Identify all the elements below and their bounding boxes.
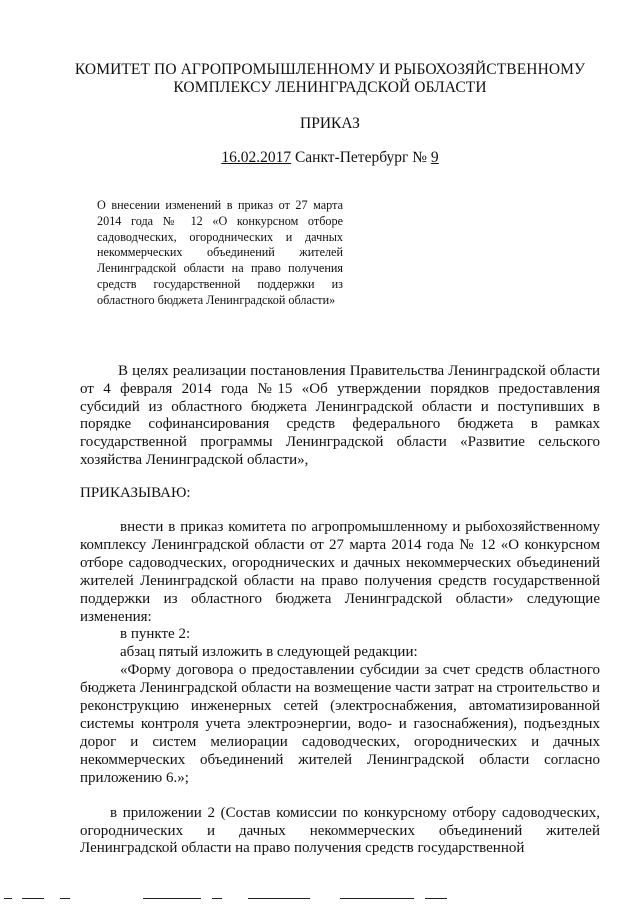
body-paragraph-3: абзац пятый изложить в следующей редакции: xyxy=(120,644,418,661)
scan-mark xyxy=(425,898,447,899)
body-paragraph-4: «Форму договора о предоставлении субсидии за счет средств областного бюджета Ленинградской области на возмещение части затрат на строительство и реконструкцию инженерных сетей (электроснабжения, автоматизированной системы контроля учета электроэнергии, водо- и газоснабжения), подъездных дорог и систем мелиорации садоводческих, огороднических и дачных некоммерческих объединений жителей Ленинградской области согласно приложению 6.»; xyxy=(80,662,600,786)
body-paragraph-1: внести в приказ комитета по агропромышленному и рыбохозяйственному комплексу Ленинградской области от 27 марта 2014 года № 12 «О конкурсном отборе садоводческих, огороднических и дачных некоммерческих объединений жителей Ленинградской области на право получения средств государственной поддержки из областного бюджета Ленинградской области» следующие изменения: xyxy=(80,519,600,625)
order-body xyxy=(80,519,600,858)
header-line-1: КОМИТЕТ ПО АГРОПРОМЫШЛЕННОМУ И РЫБОХОЗЯЙСТВЕННОМУ xyxy=(74,61,586,78)
scan-mark xyxy=(4,898,12,899)
order-number-sign: № xyxy=(412,149,428,166)
scan-mark xyxy=(248,898,310,899)
order-date-line xyxy=(60,149,600,167)
order-date: 16.02.2017 xyxy=(221,149,292,166)
paragraph-gap xyxy=(80,788,600,805)
order-number: 9 xyxy=(430,149,439,166)
scan-mark xyxy=(340,898,414,899)
order-city: Санкт-Петербург xyxy=(294,149,409,166)
scan-edge-marks xyxy=(0,895,640,905)
scan-mark xyxy=(22,898,44,899)
preamble-paragraph: В целях реализации постановления Правительства Ленинградской области от 4 февраля 2014 года №15 «Об утверждении порядков предоставления субсидий из областного бюджета Ленинградской области и поступивших в порядке софинансирования средств федерального бюджета в рамках государственной программы Ленинградской области «Развитие сельского хозяйства Ленинградской области», xyxy=(80,363,600,468)
scan-mark xyxy=(143,898,201,899)
document-header xyxy=(60,61,600,97)
body-paragraph-2: в пункте 2: xyxy=(120,626,191,643)
order-subject: О внесении изменений в приказ от 27 марта 2014 года № 12 «О конкурсном отборе садоводческих, огороднических и дачных некоммерческих объединений жителей Ленинградской области на право получения средств государственной поддержки из областного бюджета Ленинградской области» xyxy=(97,198,343,307)
decree-heading: ПРИКАЗЫВАЮ: xyxy=(80,485,191,501)
scan-mark xyxy=(212,898,222,899)
body-paragraph-5: в приложении 2 (Состав комиссии по конкурсному отбору садоводческих, огороднических и дачных некоммерческих объединений жителей Ленинградской области на право получения средств государственной xyxy=(80,804,600,857)
header-line-2: КОМПЛЕКСУ ЛЕНИНГРАДСКОЙ ОБЛАСТИ xyxy=(173,79,487,96)
scan-mark xyxy=(60,898,70,899)
order-title: ПРИКАЗ xyxy=(300,115,360,132)
